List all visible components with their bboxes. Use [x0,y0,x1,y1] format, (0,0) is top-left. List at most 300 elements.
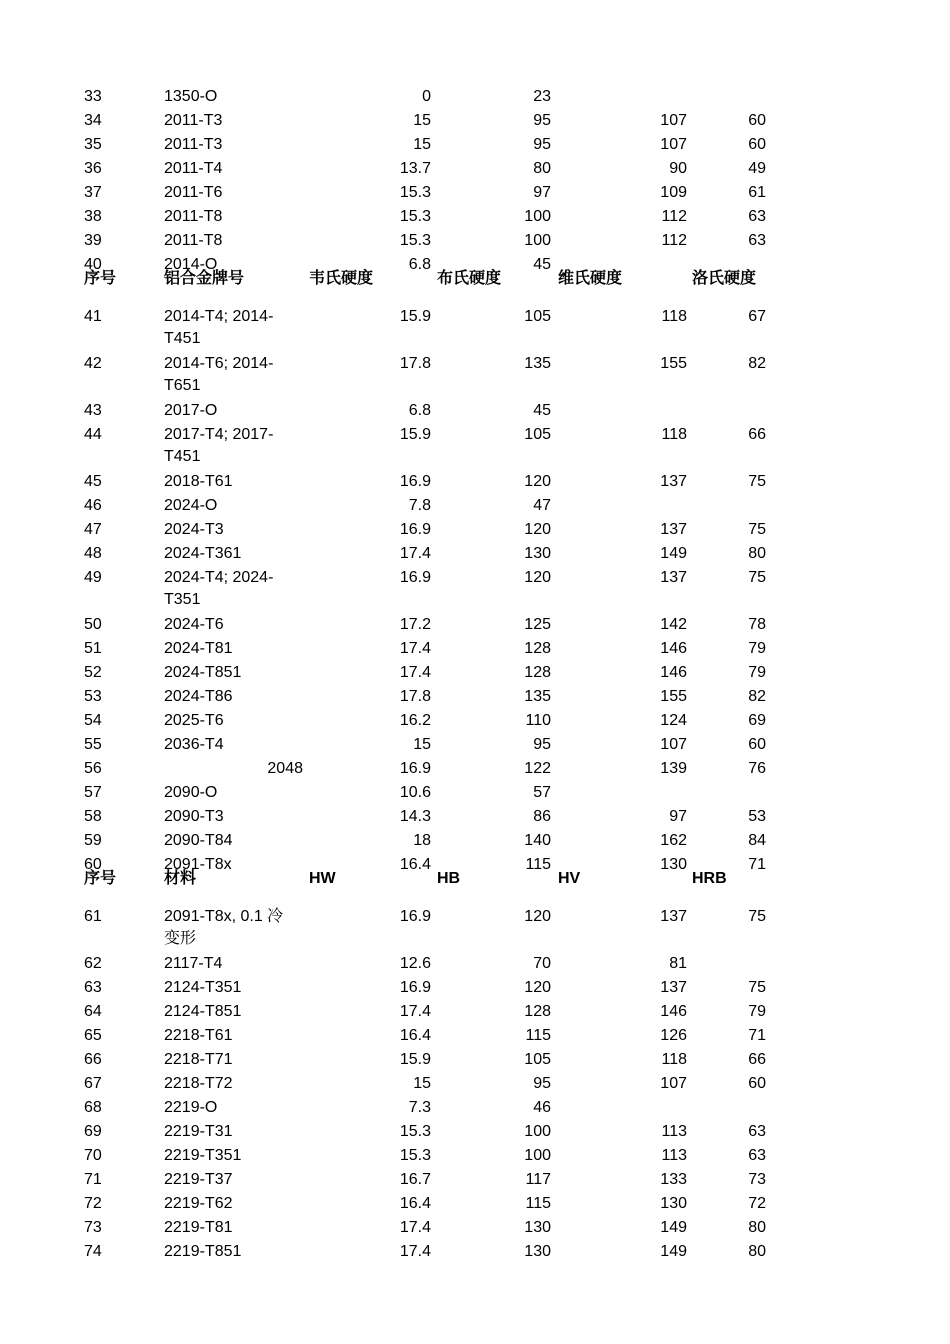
cell-hv: 112 [661,208,687,225]
cell-seq: 51 [84,640,102,657]
cell-hw: 16.9 [399,908,431,925]
cell-hrb: 60 [748,136,766,153]
cell-hrb: 75 [748,908,766,925]
cell-hv: 146 [660,1003,687,1020]
cell-alloy-name-line: 2024-T81 [164,640,233,657]
cell-hrb: 80 [748,1219,766,1236]
cell-alloy-name-line: T451 [164,448,201,465]
cell-hrb: 82 [748,355,766,372]
cell-alloy-name [164,400,217,422]
header-seq: 序号 [84,870,117,887]
table-row [0,495,950,519]
cell-alloy-name-line: 2036-T4 [164,736,224,753]
cell-hv: 130 [660,1195,687,1212]
cell-alloy-name [164,734,224,756]
cell-alloy-name [164,830,233,852]
cell-alloy-name [164,662,241,684]
cell-alloy-name [164,1121,233,1143]
cell-alloy-name-line: 2218-T71 [164,1051,233,1068]
cell-alloy-name-line: 1350-O [164,88,218,105]
cell-hrb: 63 [748,232,766,249]
cell-hb: 95 [533,136,551,153]
cell-alloy-name [164,906,283,950]
cell-alloy-name [164,471,233,493]
cell-alloy-name [164,710,224,732]
table-row [0,806,950,830]
cell-hb: 120 [524,908,551,925]
cell-hw: 18 [413,832,431,849]
cell-hv: 118 [661,1051,687,1068]
table-row [0,1121,950,1145]
cell-alloy-name-line: 2025-T6 [164,712,224,729]
cell-hv: 113 [661,1147,687,1164]
cell-hb: 110 [525,712,551,729]
cell-hrb: 63 [748,1123,766,1140]
cell-hrb: 79 [748,640,766,657]
cell-hw: 17.4 [399,640,431,657]
table-row [0,1217,950,1241]
table-row [0,158,950,182]
table-row [0,306,950,347]
cell-seq: 55 [84,736,102,753]
table-row [0,1073,950,1097]
cell-alloy-name-line: 2024-T851 [164,664,242,681]
cell-alloy-name [164,230,222,252]
cell-hw: 17.4 [399,1243,431,1260]
table-row [0,1025,950,1049]
cell-hb: 122 [524,760,551,777]
cell-alloy-name [164,353,273,397]
cell-alloy-name [164,1193,233,1215]
cell-alloy-name-line: 2024-T6 [164,616,224,633]
cell-hv: 112 [661,232,687,249]
cell-hrb: 60 [748,1075,766,1092]
table-row [0,758,950,782]
table-row [0,977,950,1001]
cell-seq: 57 [84,784,102,801]
cell-alloy-name-line: 2218-T72 [164,1075,233,1092]
cell-hrb: 69 [748,712,766,729]
cell-hb: 57 [533,784,551,801]
cell-alloy-name-line: 2024-T3 [164,521,224,538]
cell-seq: 73 [84,1219,102,1236]
cell-seq: 33 [84,88,102,105]
cell-hrb: 66 [748,426,766,443]
table-row [0,686,950,710]
cell-hv: 149 [660,1243,687,1260]
table-row [0,543,950,567]
cell-hrb: 75 [748,473,766,490]
cell-hb: 135 [524,688,551,705]
cell-hv: 146 [660,640,687,657]
header-hb: 布氏硬度 [437,270,502,287]
cell-hrb: 75 [748,569,766,586]
cell-hv: 107 [660,136,687,153]
table-row [0,567,950,608]
cell-hrb: 49 [748,160,766,177]
table-row [0,662,950,686]
cell-hv: 130 [660,856,687,873]
cell-seq: 49 [84,569,102,586]
cell-hw: 7.3 [408,1099,431,1116]
cell-alloy-name [164,1049,233,1071]
cell-alloy-name-line: 2219-T31 [164,1123,233,1140]
cell-hw: 15.3 [399,1123,431,1140]
cell-alloy-name-line: 2124-T351 [164,979,242,996]
cell-alloy-name-line: 2017-O [164,402,218,419]
cell-hrb: 78 [748,616,766,633]
cell-seq: 58 [84,808,102,825]
header-row [0,268,950,292]
cell-hrb: 79 [748,1003,766,1020]
cell-alloy-name [164,519,224,541]
cell-alloy-name [164,495,217,517]
cell-alloy-name [164,134,222,156]
cell-hw: 12.6 [399,955,431,972]
table-row [0,182,950,206]
cell-hw: 15 [413,736,431,753]
cell-alloy-name-line: 2018-T61 [164,473,233,490]
cell-alloy-name [164,1001,241,1023]
table-row [0,1169,950,1193]
cell-seq: 37 [84,184,102,201]
cell-hw: 15 [413,136,431,153]
cell-hv: 137 [660,908,687,925]
cell-hv: 90 [669,160,687,177]
cell-hrb: 67 [748,308,766,325]
cell-hrb: 76 [748,760,766,777]
cell-seq: 66 [84,1051,102,1068]
cell-hb: 140 [524,832,551,849]
cell-alloy-name [164,614,224,636]
cell-hv: 137 [660,569,687,586]
cell-hw: 16.9 [399,979,431,996]
table-row [0,110,950,134]
cell-alloy-name-line: 2219-T37 [164,1171,233,1188]
cell-seq: 71 [84,1171,102,1188]
cell-hw: 16.4 [399,1027,431,1044]
cell-seq: 64 [84,1003,102,1020]
cell-seq: 70 [84,1147,102,1164]
cell-hb: 105 [524,308,551,325]
cell-alloy-name [164,543,241,565]
cell-alloy-name-line: 2014-O [164,256,218,273]
table-row [0,1049,950,1073]
cell-hv: 118 [661,308,687,325]
cell-alloy-name-line: 2091-T8x [164,856,232,873]
cell-alloy-name [164,206,222,228]
cell-alloy-name-line: 2011-T8 [164,232,223,249]
header-hb: HB [437,870,461,887]
cell-alloy-name-line: 2219-T62 [164,1195,233,1212]
cell-alloy-name-line: 2090-T84 [164,832,233,849]
cell-hb: 105 [524,426,551,443]
header-hw: 韦氏硬度 [309,270,374,287]
cell-seq: 59 [84,832,102,849]
cell-hb: 120 [524,979,551,996]
cell-hw: 17.8 [399,355,431,372]
cell-alloy-name-line: 2011-T6 [164,184,223,201]
cell-alloy-name-line: 2024-O [164,497,218,514]
cell-seq: 52 [84,664,102,681]
cell-hw: 15.9 [399,1051,431,1068]
cell-alloy-name [164,782,217,804]
header-name: 材料 [164,870,197,887]
table-row [0,1145,950,1169]
cell-seq: 44 [84,426,102,443]
cell-hw: 15.9 [399,308,431,325]
cell-hw: 16.7 [399,1171,431,1188]
cell-hw: 16.9 [399,569,431,586]
table-row [0,134,950,158]
cell-hb: 128 [524,664,551,681]
cell-seq: 45 [84,473,102,490]
cell-hw: 15.3 [399,184,431,201]
table-row [0,424,950,465]
cell-alloy-name-line: T651 [164,377,201,394]
cell-alloy-name-line: 2011-T8 [164,208,223,225]
cell-hv: 118 [661,426,687,443]
cell-hb: 130 [524,545,551,562]
cell-alloy-name [267,758,303,780]
table-row [0,400,950,424]
table-row [0,1097,950,1121]
cell-alloy-name-line: 2011-T3 [164,112,223,129]
cell-hb: 47 [533,497,551,514]
cell-seq: 68 [84,1099,102,1116]
cell-alloy-name [164,977,241,999]
cell-hv: 155 [660,355,687,372]
cell-alloy-name-line: 2024-T86 [164,688,233,705]
cell-hb: 130 [524,1219,551,1236]
cell-alloy-name-line: T451 [164,330,201,347]
cell-hw: 6.8 [408,402,431,419]
cell-hrb: 53 [748,808,766,825]
cell-hrb: 75 [748,979,766,996]
header-hv: 维氏硬度 [558,270,623,287]
cell-alloy-name [164,86,217,108]
cell-alloy-name-line: 2219-T81 [164,1219,233,1236]
cell-seq: 72 [84,1195,102,1212]
table-row [0,830,950,854]
cell-alloy-name-line: 2090-O [164,784,218,801]
header-seq: 序号 [84,270,117,287]
cell-seq: 56 [84,760,102,777]
cell-hb: 46 [533,1099,551,1116]
table-row [0,519,950,543]
table-row [0,782,950,806]
cell-hrb: 71 [748,1027,766,1044]
cell-hv: 149 [660,545,687,562]
cell-alloy-name-line: T351 [164,591,201,608]
cell-hw: 17.8 [399,688,431,705]
table-row [0,638,950,662]
table-row [0,614,950,638]
table-row [0,1001,950,1025]
cell-hw: 6.8 [408,256,431,273]
cell-hv: 155 [660,688,687,705]
cell-seq: 40 [84,256,102,273]
cell-seq: 34 [84,112,102,129]
cell-hb: 115 [525,856,551,873]
cell-seq: 67 [84,1075,102,1092]
cell-seq: 60 [84,856,102,873]
cell-hb: 70 [533,955,551,972]
cell-hrb: 75 [748,521,766,538]
cell-hw: 17.4 [399,664,431,681]
cell-hv: 137 [660,473,687,490]
cell-hv: 107 [660,1075,687,1092]
table-row [0,353,950,394]
table-row [0,206,950,230]
cell-alloy-name [164,1241,241,1263]
header-hrb: 洛氏硬度 [692,270,757,287]
cell-hb: 95 [533,1075,551,1092]
table-row [0,230,950,254]
cell-alloy-name [164,1097,217,1119]
cell-alloy-name-line: 2219-T851 [164,1243,242,1260]
cell-hw: 17.4 [399,545,431,562]
cell-hb: 120 [524,473,551,490]
cell-hb: 100 [524,1147,551,1164]
cell-hw: 15 [413,112,431,129]
cell-seq: 41 [84,308,102,325]
table-row [0,471,950,495]
cell-alloy-name [164,110,222,132]
header-hv: HV [558,870,581,887]
cell-hw: 17.2 [399,616,431,633]
cell-alloy-name-line: 2011-T4 [164,160,223,177]
cell-seq: 63 [84,979,102,996]
cell-alloy-name [164,806,224,828]
cell-hv: 139 [660,760,687,777]
cell-hv: 137 [660,979,687,996]
cell-hw: 16.9 [399,521,431,538]
cell-alloy-name [164,158,222,180]
cell-hrb: 80 [748,1243,766,1260]
table-row [0,86,950,110]
cell-hw: 7.8 [408,497,431,514]
cell-hb: 128 [524,1003,551,1020]
cell-seq: 53 [84,688,102,705]
cell-hv: 126 [660,1027,687,1044]
cell-alloy-name [164,638,233,660]
cell-hrb: 63 [748,1147,766,1164]
cell-hv: 146 [660,664,687,681]
cell-hrb: 82 [748,688,766,705]
cell-alloy-name-line: 2091-T8x, 0.1 冷 [164,908,284,925]
cell-alloy-name-line: 2218-T61 [164,1027,233,1044]
cell-hv: 81 [669,955,687,972]
cell-alloy-name-line: 2011-T3 [164,136,223,153]
cell-hb: 105 [524,1051,551,1068]
cell-seq: 47 [84,521,102,538]
cell-hv: 137 [660,521,687,538]
cell-hrb: 60 [748,736,766,753]
cell-hw: 15 [413,1075,431,1092]
cell-hw: 17.4 [399,1219,431,1236]
cell-seq: 38 [84,208,102,225]
cell-hb: 100 [524,1123,551,1140]
cell-hv: 107 [660,112,687,129]
cell-seq: 43 [84,402,102,419]
cell-hb: 100 [524,232,551,249]
cell-hw: 13.7 [399,160,431,177]
cell-hb: 86 [533,808,551,825]
cell-seq: 36 [84,160,102,177]
cell-alloy-name [164,686,233,708]
cell-hv: 162 [660,832,687,849]
table-row [0,710,950,734]
cell-hw: 15.9 [399,426,431,443]
cell-alloy-name-line: 2124-T851 [164,1003,242,1020]
cell-hb: 95 [533,112,551,129]
cell-alloy-name-line: 2219-T351 [164,1147,242,1164]
cell-alloy-name [164,567,273,611]
cell-hw: 16.4 [399,856,431,873]
cell-hv: 109 [660,184,687,201]
cell-hb: 80 [533,160,551,177]
cell-alloy-name-line: 变形 [164,930,197,947]
cell-hw: 0 [422,88,431,105]
header-hrb: HRB [692,870,727,887]
cell-hb: 95 [533,736,551,753]
cell-seq: 65 [84,1027,102,1044]
cell-hrb: 73 [748,1171,766,1188]
cell-alloy-name-line: 2024-T4; 2024- [164,569,274,586]
table-row [0,1241,950,1265]
cell-alloy-name-line: 2014-T4; 2014- [164,308,274,325]
header-hw: HW [309,870,336,887]
cell-seq: 48 [84,545,102,562]
cell-seq: 46 [84,497,102,514]
cell-seq: 69 [84,1123,102,1140]
cell-hb: 120 [524,569,551,586]
cell-alloy-name [164,1145,241,1167]
cell-alloy-name [164,182,222,204]
cell-hb: 23 [533,88,551,105]
cell-hb: 97 [533,184,551,201]
cell-hv: 97 [669,808,687,825]
table-row [0,906,950,947]
cell-hb: 135 [524,355,551,372]
cell-seq: 35 [84,136,102,153]
cell-hrb: 80 [748,545,766,562]
cell-seq: 54 [84,712,102,729]
cell-alloy-name-line: 2017-T4; 2017- [164,426,274,443]
cell-hw: 15.3 [399,1147,431,1164]
cell-alloy-name-line: 2048 [267,760,303,777]
header-row [0,868,950,892]
cell-hrb: 71 [748,856,766,873]
cell-hw: 16.9 [399,473,431,490]
cell-hb: 130 [524,1243,551,1260]
cell-alloy-name-line: 2117-T4 [164,955,223,972]
cell-hv: 133 [660,1171,687,1188]
cell-hv: 149 [660,1219,687,1236]
cell-hw: 16.2 [399,712,431,729]
cell-hrb: 72 [748,1195,766,1212]
cell-hrb: 61 [748,184,766,201]
cell-hw: 15.3 [399,232,431,249]
cell-hw: 15.3 [399,208,431,225]
cell-alloy-name [164,306,273,350]
cell-alloy-name [164,1169,233,1191]
cell-hw: 10.6 [399,784,431,801]
cell-hrb: 66 [748,1051,766,1068]
cell-seq: 74 [84,1243,102,1260]
cell-alloy-name [164,424,273,468]
